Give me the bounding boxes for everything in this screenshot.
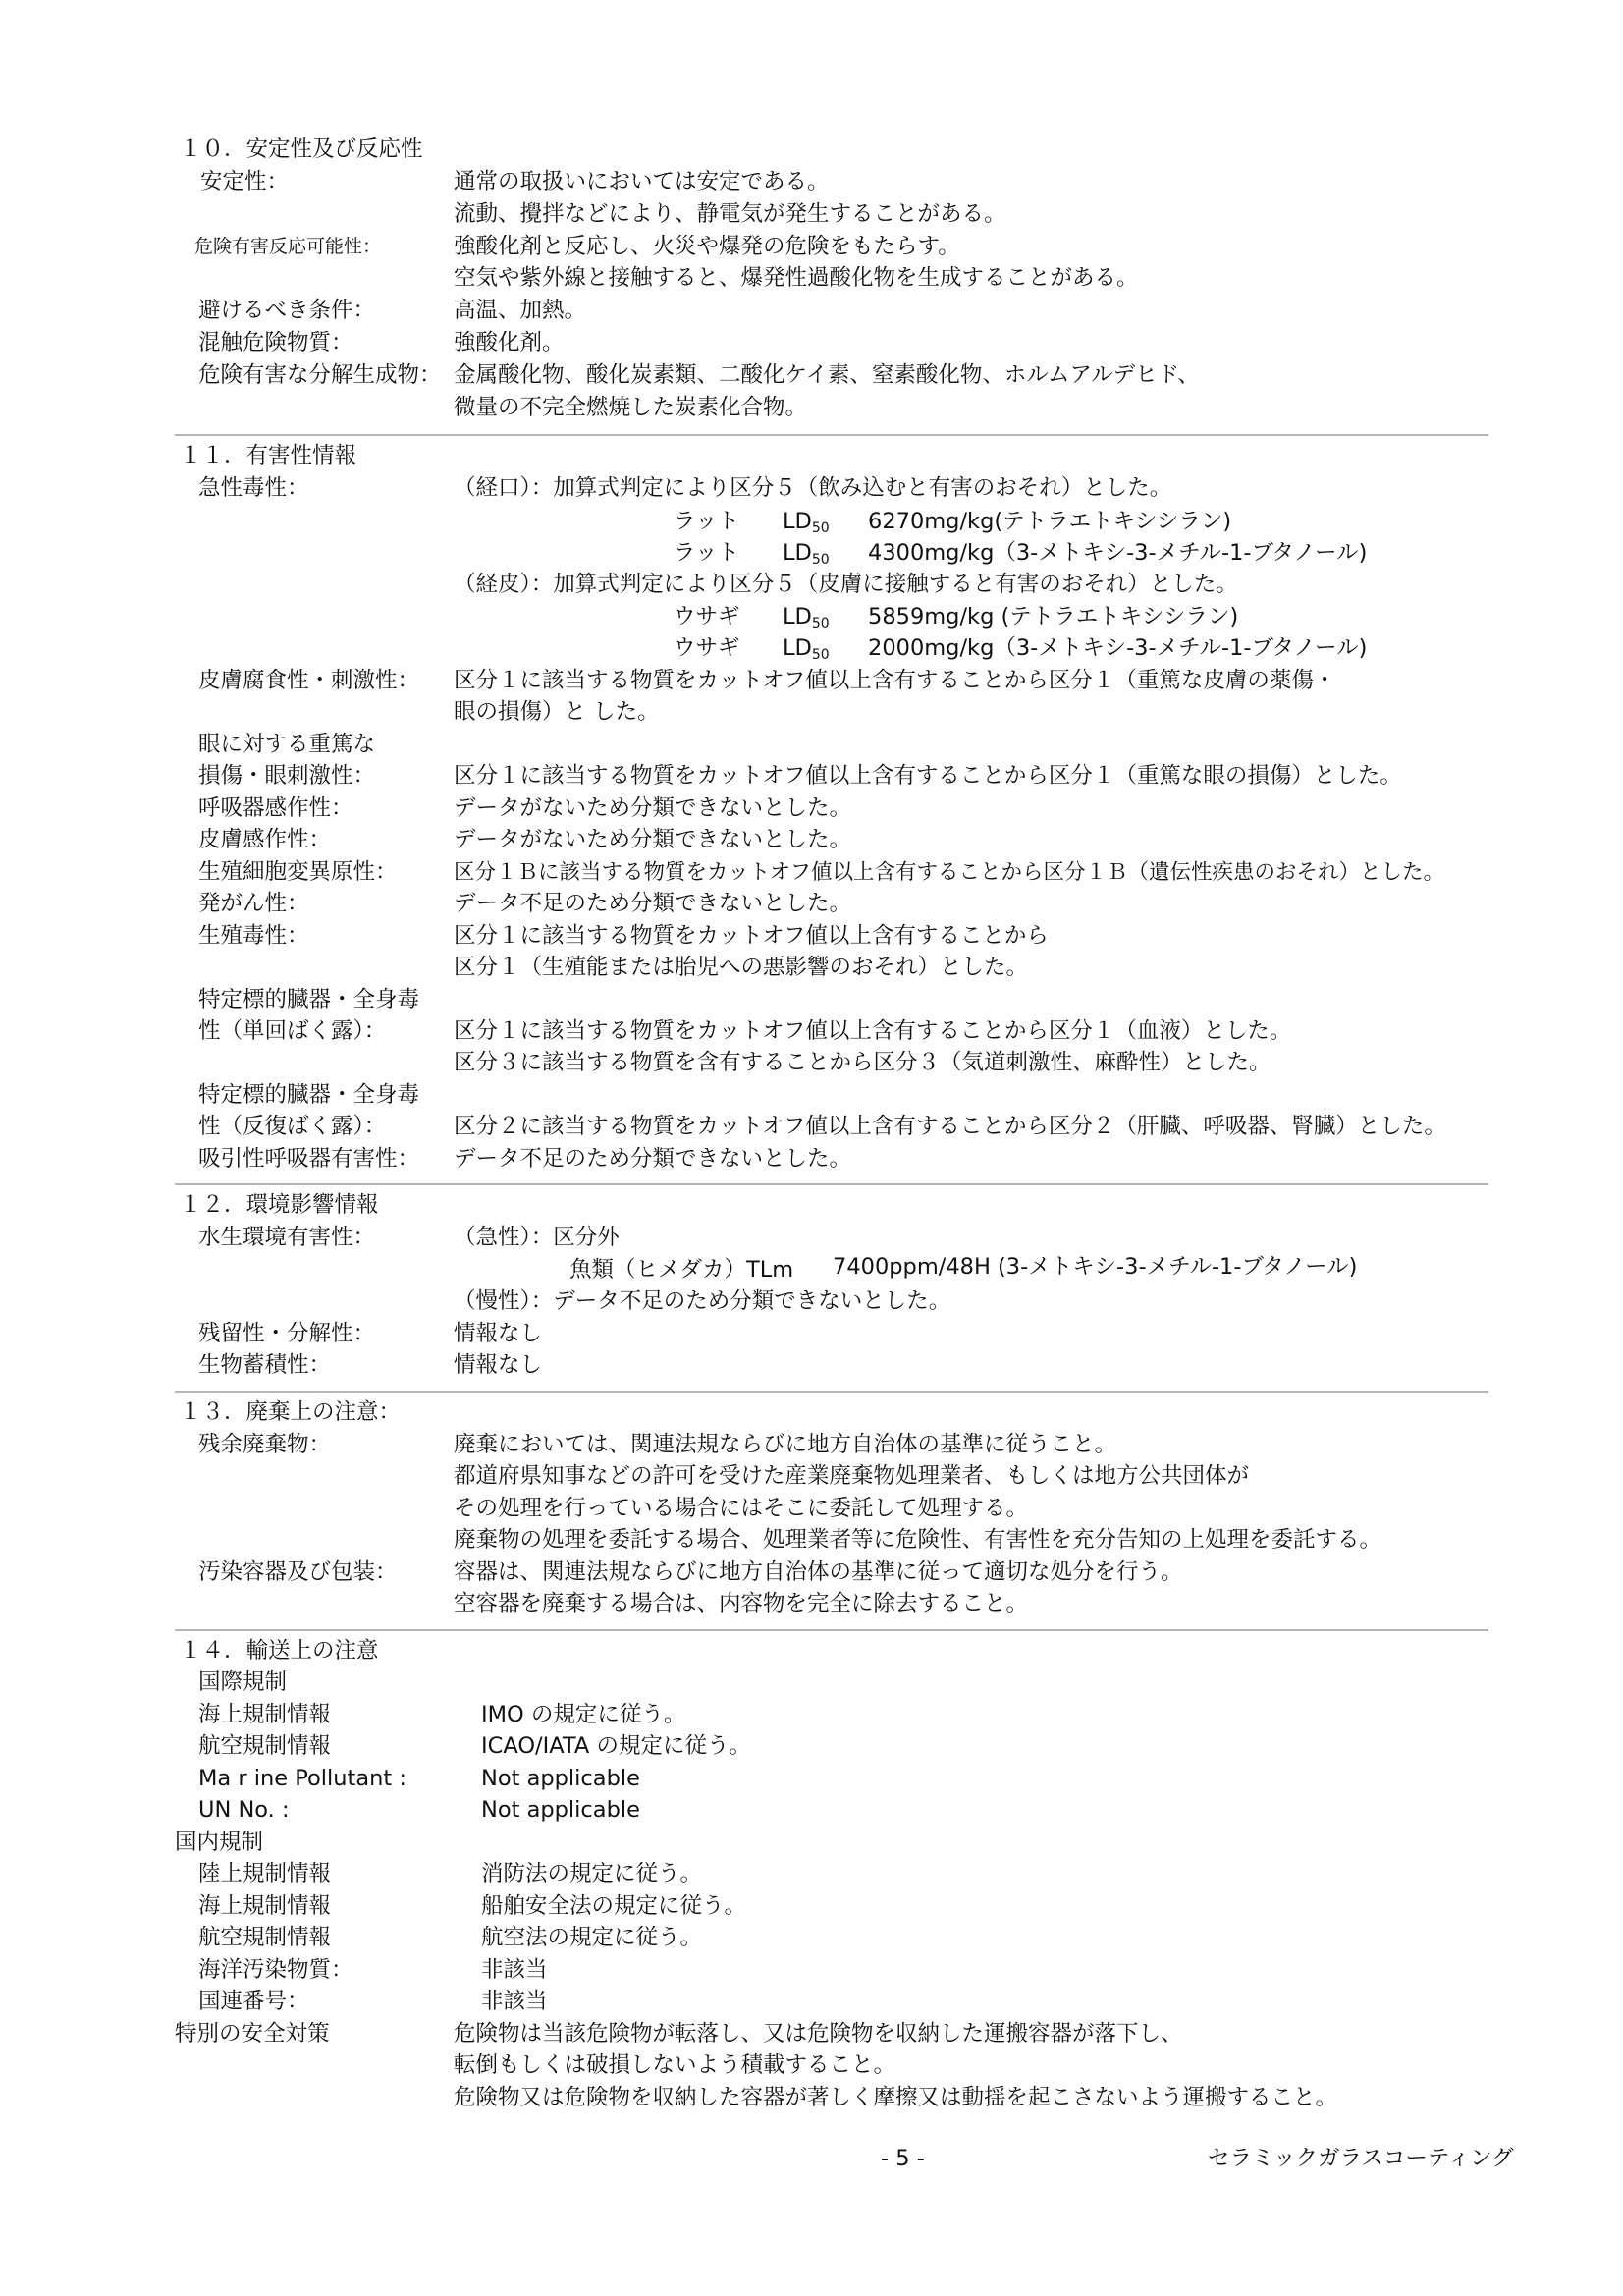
stot-single-label: 特定標的臓器・全身毒 — [198, 987, 420, 1012]
sea-regulation-label: 海上規制情報 — [198, 1702, 332, 1727]
skin-corrosion-label: 皮膚腐食性・刺激性： — [198, 668, 420, 693]
residue-label: 残余廃棄物： — [198, 1432, 332, 1457]
ld50-value: 5859mg/kg (テトラエトキシシラン) — [868, 604, 1239, 629]
container-value: 空容器を廃棄する場合は、内容物を完全に除去すること。 — [454, 1591, 1029, 1616]
reactivity-label: 危険有害反応可能性： — [194, 236, 382, 257]
aquatic-label: 水生環境有害性： — [198, 1225, 376, 1250]
special-precautions-label: 特別の安全対策 — [175, 2021, 330, 2047]
marine-pollutant-domestic-label: 海洋汚染物質： — [198, 1957, 353, 1983]
air-regulation-label: 航空規制情報 — [198, 1733, 332, 1759]
ld50-animal: ラット — [674, 540, 740, 566]
un-code-label: 国連番号： — [198, 1989, 309, 2014]
residue-value: 廃棄においては、関連法規ならびに地方自治体の基準に従うこと。 — [454, 1432, 1117, 1457]
sea-regulation-value: IMO の規定に従う。 — [481, 1702, 686, 1727]
eye-damage-value: 区分１に該当する物質をカットオフ値以上含有することから区分１（重篤な眼の損傷）とした。 — [454, 763, 1402, 789]
container-label: 汚染容器及び包装： — [198, 1559, 398, 1585]
stability-value: 通常の取扱いにおいては安定である。 — [454, 169, 830, 194]
skin-corrosion-value: 眼の損傷）と した。 — [454, 699, 660, 725]
domestic-air-value: 航空法の規定に従う。 — [481, 1925, 703, 1950]
special-precautions-value: 転倒もしくは破損しないよう積載すること。 — [454, 2052, 896, 2078]
fish-value: 7400ppm/48H (3-メトキシ-3-メチル-1-ブタノール) — [833, 1254, 1358, 1280]
section-12-heading: １２．環境影響情報 — [180, 1192, 379, 1218]
special-precautions-value: 危険物又は危険物を収納した容器が著しく摩擦又は動揺を起こさないよう運搬すること。 — [454, 2085, 1338, 2110]
section-divider — [175, 434, 1488, 436]
marine-pollutant-value: Not applicable — [481, 1766, 640, 1791]
marine-pollutant-label: Ma r ine Pollutant : — [198, 1766, 406, 1791]
stot-repeated-label: 性（反復ばく露）： — [198, 1114, 387, 1139]
ld50-label: $LD_{50}$ — [783, 540, 830, 568]
decomposition-value: 金属酸化物、酸化炭素類、二酸化ケイ素、窒素酸化物、ホルムアルデヒド、 — [454, 362, 1200, 388]
section-10-heading: １０．安定性及び反応性 — [180, 137, 423, 162]
oral-classification: （経口）：加算式判定により区分５（飲み込むと有害のおそれ）とした。 — [454, 475, 1172, 501]
un-number-value: Not applicable — [481, 1797, 640, 1823]
reproductive-value: 区分１（生殖能または胎児への悪影響のおそれ）とした。 — [454, 955, 1029, 980]
ld50-value: 6270mg/kg(テトラエトキシシラン) — [868, 509, 1232, 534]
domestic-air-label: 航空規制情報 — [198, 1925, 332, 1950]
dermal-classification: （経皮）：加算式判定により区分５（皮膚に接触すると有害のおそれ）とした。 — [454, 572, 1238, 597]
incompatible-label: 混触危険物質： — [198, 330, 353, 355]
respiratory-sensitization-value: データがないため分類できないとした。 — [454, 795, 852, 821]
skin-sensitization-value: データがないため分類できないとした。 — [454, 827, 852, 852]
container-value: 容器は、関連法規ならびに地方自治体の基準に従って適切な処分を行う。 — [454, 1559, 1183, 1585]
decomposition-label: 危険有害な分解生成物： — [198, 362, 442, 388]
product-name: セラミックガラスコーティング — [1208, 2146, 1514, 2171]
ld50-animal: ウサギ — [674, 604, 740, 629]
section-13-heading: １３．廃棄上の注意： — [180, 1399, 402, 1425]
germ-cell-value: 区分１Ｂに該当する物質をカットオフ値以上含有することから区分１Ｂ（遺伝性疾患のおそれ）とした。 — [454, 860, 1445, 885]
stot-single-label: 性（単回ばく露）： — [198, 1018, 387, 1044]
persistence-value: 情報なし — [454, 1321, 543, 1346]
domestic-heading: 国内規制 — [175, 1830, 264, 1855]
section-11-heading: １１．有害性情報 — [180, 443, 357, 468]
stot-repeated-label: 特定標的臓器・全身毒 — [198, 1082, 420, 1108]
land-regulation-value: 消防法の規定に従う。 — [481, 1861, 703, 1886]
eye-damage-label: 損傷・眼刺激性： — [198, 763, 376, 789]
ld50-label: $LD_{50}$ — [783, 509, 830, 536]
ld50-label: $LD_{50}$ — [783, 635, 830, 663]
decomposition-value: 微量の不完全燃焼した炭素化合物。 — [454, 395, 808, 420]
aquatic-chronic: （慢性）：データ不足のため分類できないとした。 — [454, 1288, 951, 1314]
reproductive-label: 生殖毒性： — [198, 923, 309, 949]
section-divider — [175, 1629, 1488, 1631]
section-divider — [175, 1183, 1488, 1185]
aspiration-label: 吸引性呼吸器有害性： — [198, 1146, 420, 1172]
ld50-value: 2000mg/kg（3-メトキシ-3-メチル-1-ブタノール) — [868, 635, 1368, 661]
ld50-label: $LD_{50}$ — [783, 604, 830, 631]
reactivity-value: 強酸化剤と反応し、火災や爆発の危険をもたらす。 — [454, 234, 960, 259]
residue-value: その処理を行っている場合にはそこに委託して処理する。 — [454, 1496, 1029, 1521]
stot-single-value: 区分１に該当する物質をカットオフ値以上含有することから区分１（血液）とした。 — [454, 1018, 1292, 1044]
bioaccumulation-label: 生物蓄積性： — [198, 1352, 332, 1378]
persistence-label: 残留性・分解性： — [198, 1321, 376, 1346]
carcinogenicity-value: データ不足のため分類できないとした。 — [454, 891, 852, 916]
skin-sensitization-label: 皮膚感作性： — [198, 827, 332, 852]
land-regulation-label: 陸上規制情報 — [198, 1861, 332, 1886]
air-regulation-value: ICAO/IATA の規定に従う。 — [481, 1733, 751, 1759]
germ-cell-label: 生殖細胞変異原性： — [198, 859, 398, 885]
stot-repeated-value: 区分２に該当する物質をカットオフ値以上含有することから区分２（肝臓、呼吸器、腎臓）とした。 — [454, 1114, 1446, 1139]
ld50-animal: ウサギ — [674, 635, 740, 661]
acute-toxicity-label: 急性毒性： — [198, 475, 309, 501]
reproductive-value: 区分１に該当する物質をカットオフ値以上含有することから — [454, 923, 1049, 949]
domestic-sea-value: 船舶安全法の規定に従う。 — [481, 1893, 747, 1919]
international-heading: 国際規制 — [198, 1669, 288, 1695]
special-precautions-value: 危険物は当該危険物が転落し、又は危険物を収納した運搬容器が落下し、 — [454, 2021, 1183, 2047]
domestic-sea-label: 海上規制情報 — [198, 1893, 332, 1919]
ld50-value: 4300mg/kg（3-メトキシ-3-メチル-1-ブタノール) — [868, 540, 1368, 566]
residue-value: 都道府県知事などの許可を受けた産業廃棄物処理業者、もしくは地方公共団体が — [454, 1463, 1250, 1489]
stability-value: 流動、攪拌などにより、静電気が発生することがある。 — [454, 201, 1006, 227]
respiratory-sensitization-label: 呼吸器感作性： — [198, 795, 353, 821]
reactivity-value: 空気や紫外線と接触すると、爆発性過酸化物を生成することがある。 — [454, 265, 1139, 291]
carcinogenicity-label: 発がん性： — [198, 891, 309, 916]
stability-label: 安定性： — [200, 169, 290, 194]
bioaccumulation-value: 情報なし — [454, 1352, 543, 1378]
section-14-heading: １４．輸送上の注意 — [180, 1638, 379, 1664]
incompatible-value: 強酸化剤。 — [454, 330, 565, 355]
aspiration-value: データ不足のため分類できないとした。 — [454, 1146, 852, 1172]
eye-damage-label: 眼に対する重篤な — [198, 732, 376, 757]
ld50-animal: ラット — [674, 509, 740, 534]
stot-single-value: 区分３に該当する物質を含有することから区分３（気道刺激性、麻酔性）とした。 — [454, 1050, 1271, 1075]
skin-corrosion-value: 区分１に該当する物質をカットオフ値以上含有することから区分１（重篤な皮膚の薬傷・ — [454, 668, 1336, 693]
avoid-conditions-value: 高温、加熱。 — [454, 298, 587, 323]
aquatic-acute: （急性）：区分外 — [454, 1225, 620, 1250]
fish-test: 魚類（ヒメダカ）TLm — [569, 1257, 794, 1283]
un-code-value: 非該当 — [481, 1989, 548, 2014]
section-divider — [175, 1391, 1488, 1393]
avoid-conditions-label: 避けるべき条件： — [198, 298, 376, 323]
marine-pollutant-domestic-value: 非該当 — [481, 1957, 548, 1983]
un-number-label: UN No. : — [198, 1797, 290, 1823]
residue-value: 廃棄物の処理を委託する場合、処理業者等に危険性、有害性を充分告知の上処理を委託する。 — [454, 1527, 1382, 1553]
page-number: - 5 - — [881, 2146, 925, 2171]
